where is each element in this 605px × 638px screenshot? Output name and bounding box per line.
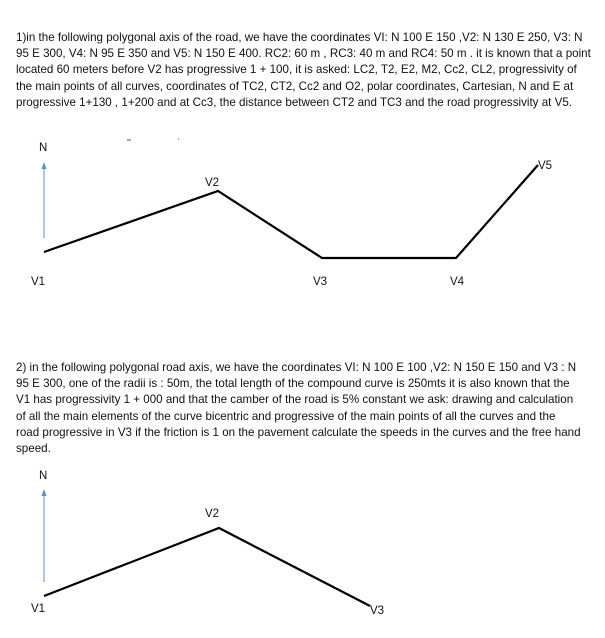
vertex-label-v5: V5: [538, 160, 553, 172]
north-arrow-1-icon: [42, 162, 47, 169]
vertex-label-v2: V2: [205, 177, 220, 189]
vertex-label-v3-fig2: V3: [370, 605, 385, 617]
vertex-label-v1-fig2: V1: [31, 603, 46, 615]
road-axis-1: [44, 165, 538, 258]
vertex-label-v2-fig2: V2: [205, 508, 220, 520]
vertex-label-v1: V1: [31, 276, 46, 288]
road-axis-2: [44, 528, 370, 606]
north-arrow-2-icon: [42, 489, 47, 496]
vertex-label-v3: V3: [313, 276, 328, 288]
figure-2: [31, 470, 384, 617]
figure-1: [31, 139, 552, 288]
problem-2-text: 2) in the following polygonal road axis, we have the coordinates VI: N 100 E 100 ,V2: N 150 E 150 and V3 : N 95 E 300, one of the radii is : 50m, the total length of the compound curve is 250mts it is also known that the V1 has progressivity 1 + 000 and that the camber of the road is 5% constant we ask: drawing and calculation of all the main elements of the curve bicentric and progressive of the main points of all the curves and the road progressive in V3 if the friction is 1 on the pavement calculate the speeds in the curves and the free hand speed.: [16, 361, 581, 456]
vertex-label-v4: V4: [450, 276, 465, 288]
problem-1-text: 1)in the following polygonal axis of the road, we have the coordinates VI: N 100 E 150 ,V2: N 130 E 250, V3: N 95 E 300, V4: N 95 E 350 and V5: N 150 E 400. RC2: 60 m , RC3: 40 m and RC4: 50 m . it is known that a point located 60 meters before V2 has progressive 1 + 100, it is asked: LC2, T2, E2, M2, Cc2, CL2, progressivity of the main points of all curves, coordinates of TC2, CT2, Cc2 and O2, polar coordinates, Cartesian, N and E at progressive 1+130 , 1+200 and at Cc3, the distance between CT2 and TC3 and the road progressivity at V5.: [16, 31, 591, 109]
north-label-1: N: [39, 142, 48, 154]
north-label-2: N: [39, 470, 48, 482]
